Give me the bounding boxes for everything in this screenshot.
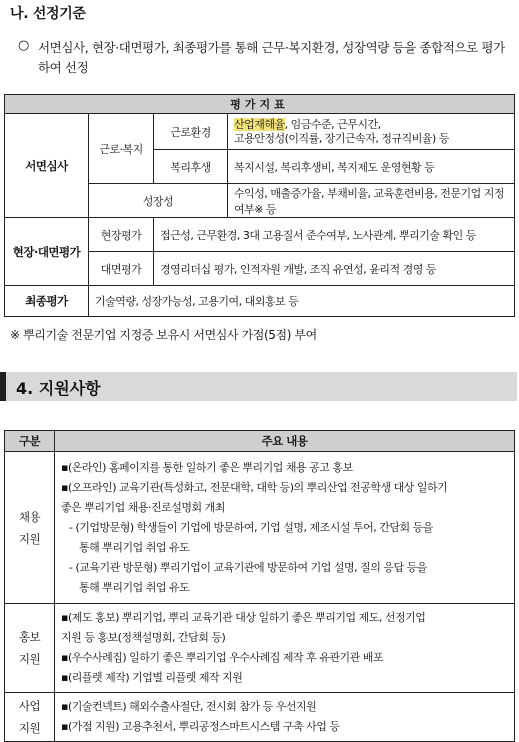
- support-header-content: 주요 내용: [55, 431, 515, 452]
- evaluation-table: [4, 94, 515, 317]
- item-work-environment-text: [228, 114, 515, 150]
- list-item: 통해 뿌리기업 취업 유도: [79, 580, 190, 594]
- work-environment-line1: , 임금수준, 근무시간,: [284, 117, 381, 131]
- criteria-paragraph: 서면심사, 현장·대면평가, 최종평가를 통해 근무·복지환경, 성장역량 등을 종합적으로 평가하여 선정: [38, 40, 505, 75]
- list-item: ▪(온라인) 홈페이지를 통한 일하기 좋은 뿌리기업 채용 공고 홍보: [61, 460, 353, 474]
- list-item: - (기업방문형) 학생들이 기업에 방문하여, 기업 설명, 제조시설 투어, 간담회 등을: [69, 520, 433, 534]
- support-category-hiring: [5, 452, 55, 604]
- support-category-business: [5, 693, 55, 742]
- list-item: 통해 뿌리기업 취업 유도: [79, 540, 190, 554]
- promotion-label-1: 홍보: [18, 630, 41, 644]
- category-onsite-interview: 현장·대면평가: [5, 218, 89, 286]
- subcategory-growth-label: 성장성: [89, 184, 228, 218]
- list-item: - (교육기관 방문형) 뿌리기업이 교육기관에 방문하여 기업 설명, 질의 응답 등을: [69, 560, 427, 574]
- support-header-category: 구분: [5, 431, 55, 452]
- item-interview-evaluation-label: 대면평가: [89, 252, 154, 286]
- support-category-promotion: [5, 604, 55, 693]
- category-written-review: 서면심사: [5, 114, 89, 218]
- hiring-label-1: 채용: [18, 509, 41, 524]
- section-title-support: 4. 지원사항: [16, 379, 101, 398]
- hiring-label-2: 지원: [18, 531, 41, 546]
- list-item: 좋은 뿌리기업 채용·진로설명회 개최: [61, 500, 225, 514]
- list-item: ▪(오프라인) 교육기관(특성화고, 전문대학, 대학 등)의 뿌리산업 전공학생 대상 일하기: [61, 480, 448, 494]
- item-site-evaluation-label: 현장평가: [89, 218, 154, 252]
- section-heading-selection-criteria: 나. 선정기준: [10, 6, 86, 22]
- section-bar-support: [0, 372, 517, 401]
- evaluation-table-header: 평가지표: [5, 95, 515, 114]
- item-work-environment-label: 근로환경: [154, 114, 228, 150]
- support-content-hiring: [55, 452, 515, 604]
- item-welfare-benefits-text: 복지시설, 복리후생비, 복지제도 운영현황 등: [228, 150, 515, 184]
- promotion-label-2: 지원: [18, 652, 41, 666]
- list-item: ▪(기술컨넥트) 해외수출사절단, 전시회 참가 등 우선지원: [61, 700, 317, 713]
- list-item: 지원 등 홍보(정책설명회, 간담회 등): [61, 631, 226, 644]
- item-welfare-benefits-label: 복리후생: [154, 150, 228, 184]
- category-final-evaluation: 최종평가: [5, 286, 89, 317]
- work-environment-line2: 고용안정성(이직률, 장기근속자, 정규직비율) 등: [234, 131, 449, 145]
- final-evaluation-text: 기술역량, 성장가능성, 고용기여, 대외홍보 등: [89, 286, 515, 317]
- business-label-1: 사업: [18, 699, 41, 713]
- business-label-2: 지원: [18, 721, 41, 735]
- list-item: ▪(가점 지원) 고용추천서, 뿌리공정스마트시스템 구축 사업 등: [61, 720, 340, 733]
- note-bonus-points: ※ 뿌리기술 전문기업 지정증 보유시 서면심사 가점(5점) 부여: [10, 328, 317, 342]
- list-item: ▪(우수사례집) 일하기 좋은 뿌리기업 우수사례집 제작 후 유관기관 배포: [61, 651, 384, 664]
- item-interview-evaluation-text: 경영리더십 평가, 인적자원 개발, 조직 유연성, 윤리적 경영 등: [154, 252, 515, 286]
- bullet-circle: ○: [18, 38, 30, 53]
- subcategory-growth-text: 수익성, 매출증가율, 부채비율, 교육훈련비용, 전문기업 지정여부※ 등: [228, 184, 515, 218]
- list-item: ▪(제도 홍보) 뿌리기업, 뿌리 교육기관 대상 일하기 좋은 뿌리기업 제도, 선정기업: [61, 611, 426, 624]
- support-content-promotion: [55, 604, 515, 693]
- highlight-industrial-accident-rate: 산업재해율: [234, 117, 285, 131]
- support-content-business: [55, 693, 515, 742]
- subcategory-work-welfare: 근로·복지: [89, 114, 154, 184]
- item-site-evaluation-text: 접근성, 근무환경, 3대 고용질서 준수여부, 노사관계, 뿌리기술 확인 등: [154, 218, 515, 252]
- support-table: [4, 430, 515, 742]
- list-item: ▪(리플렛 제작) 기업별 리플렛 제작 지원: [61, 671, 243, 684]
